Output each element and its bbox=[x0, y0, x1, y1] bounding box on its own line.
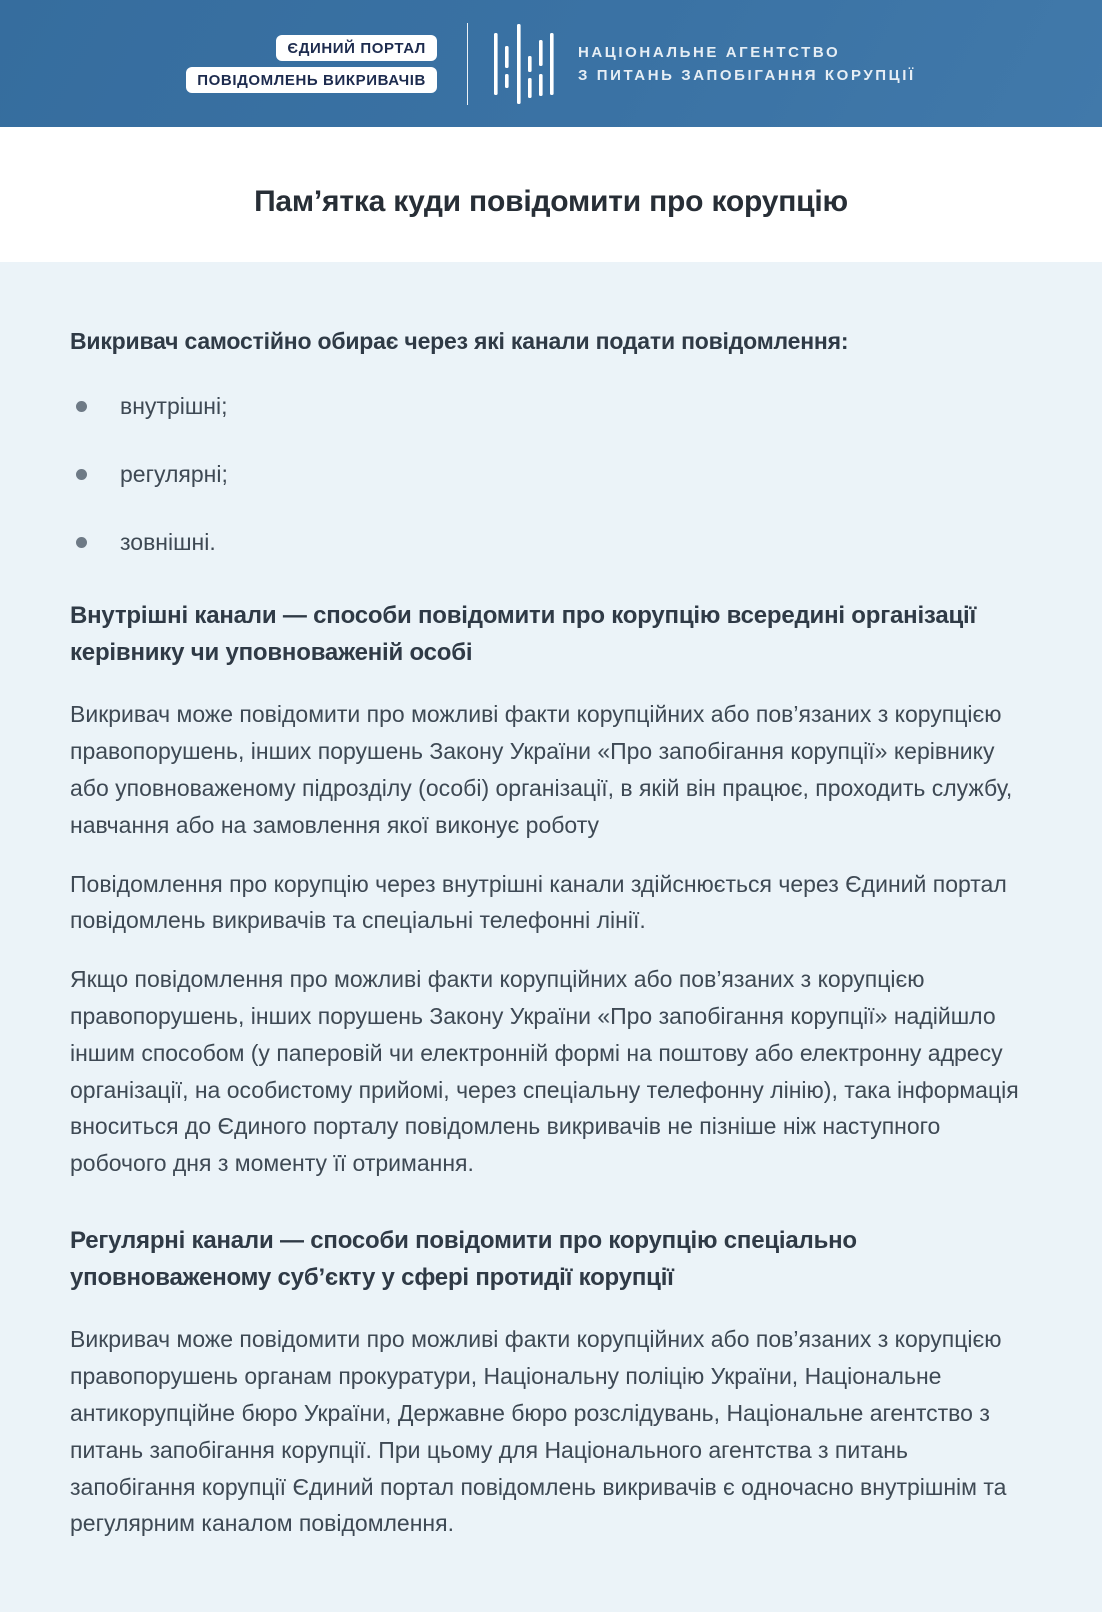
section-heading-internal-channels: Внутрішні канали — способи повідомити про корупцію всередині організації керівнику чи уповноваженій особі bbox=[70, 602, 977, 667]
channel-label: зовнішні. bbox=[120, 529, 216, 555]
agency-name-line2: З ПИТАНЬ ЗАПОБІГАННЯ КОРУПЦІЇ bbox=[577, 66, 916, 84]
list-item bbox=[76, 461, 1032, 488]
bullet-dot-icon bbox=[76, 469, 87, 480]
bullet-dot-icon bbox=[76, 537, 87, 548]
paragraph: Повідомлення про корупцію через внутрішні канали здійснюється через Єдиний портал повідомлень викривачів та спеціальні телефонні лінії. bbox=[70, 870, 1007, 934]
agency-name bbox=[578, 44, 916, 84]
header-banner bbox=[0, 0, 1102, 127]
paragraph: Якщо повідомлення про можливі факти корупційних або пов’язаних з корупцією правопорушень, інших порушень Закону України «Про запобігання корупції» надійшло іншим способом (у паперовій чи електронній формі на поштову або електронну адресу організації, на особистому прийомі, через спеціальну телефонну лінію), така інформація вноситься до Єдиного порталу повідомлень викривачів не пізніше ніж наступного робочого дня з моменту її отримання. bbox=[70, 966, 1019, 1177]
bullet-dot-icon bbox=[76, 401, 87, 412]
title-band bbox=[0, 127, 1102, 262]
list-item bbox=[76, 393, 1032, 420]
page-title: Пам’ятка куди повідомити про корупцію bbox=[254, 184, 848, 218]
paragraph: Викривач може повідомити про можливі факти корупційних або пов’язаних з корупцією правопорушень органам прокуратури, Національну поліцію України, Національне антикорупційне бюро України, Державне бюро розслідувань, Національне агентство з питань запобігання корупції. При цьому для Національного агентства з питань запобігання корупції Єдиний портал повідомлень викривачів є одночасно внутрішнім та регулярним каналом повідомлення. bbox=[70, 1326, 1007, 1537]
channel-label: регулярні; bbox=[120, 461, 228, 487]
channel-label: внутрішні; bbox=[120, 393, 228, 419]
portal-logo bbox=[186, 35, 437, 93]
brand-lockup bbox=[186, 16, 916, 112]
channel-list bbox=[76, 393, 1032, 556]
section-heading-regular-channels: Регулярні канали — способи повідомити про корупцію спеціально уповноваженому суб’єкту у сфері протидії корупції bbox=[70, 1226, 857, 1292]
paragraph: Викривач може повідомити про можливі факти корупційних або пов’язаних з корупцією правопорушень, інших порушень Закону України «Про запобігання корупції» керівнику або уповноваженому підрозділу (особі) організації, в якій він працює, проходить службу, навчання або на замовлення якої виконує роботу bbox=[70, 701, 1013, 838]
intro-heading: Викривач самостійно обирає через які канали подати повідомлення: bbox=[70, 328, 849, 354]
content-area bbox=[0, 262, 1102, 1612]
agency-name-line1: НАЦІОНАЛЬНЕ АГЕНТСТВО bbox=[577, 43, 841, 61]
nazk-soundwave-bars-icon bbox=[494, 16, 556, 112]
portal-logo-line2: ПОВІДОМЛЕНЬ ВИКРИВАЧІВ bbox=[186, 67, 437, 93]
portal-logo-line1: ЄДИНИЙ ПОРТАЛ bbox=[276, 35, 437, 61]
logo-divider bbox=[467, 23, 468, 105]
list-item bbox=[76, 529, 1032, 556]
